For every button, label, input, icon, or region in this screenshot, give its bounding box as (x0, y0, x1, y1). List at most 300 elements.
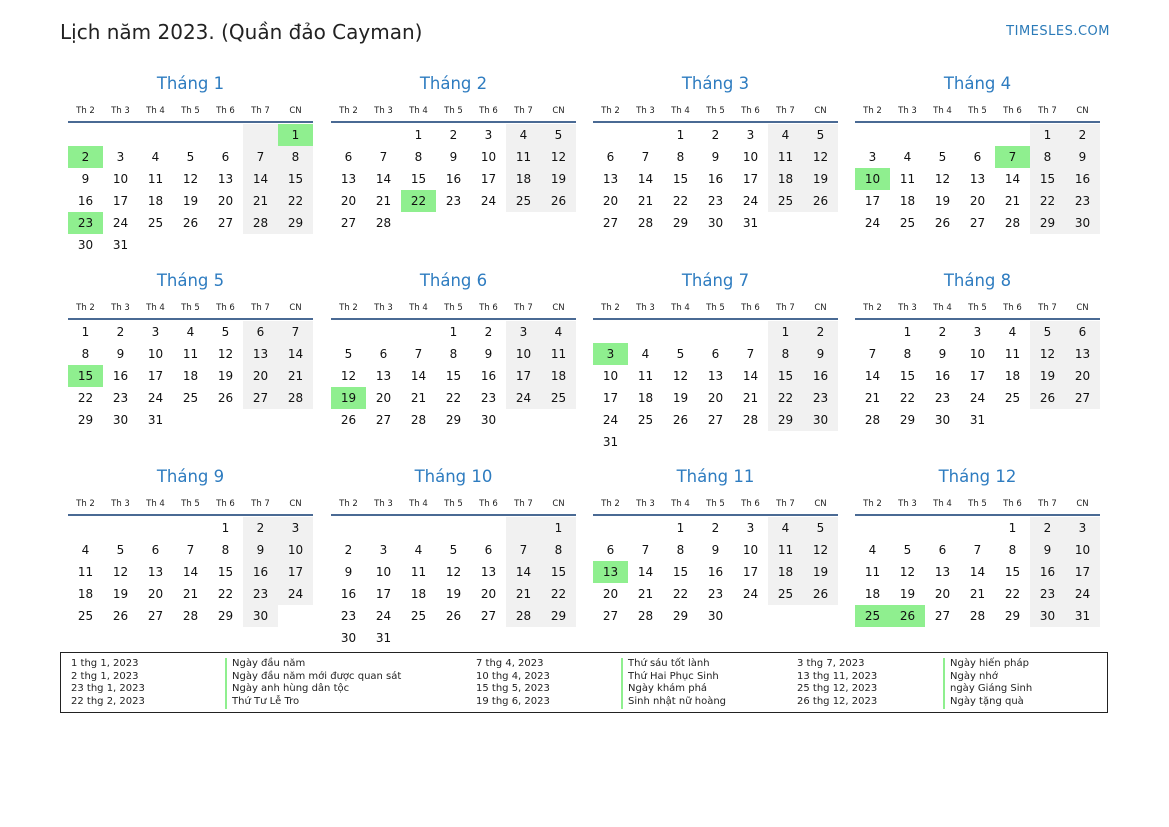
weekday-label: CN (552, 303, 565, 313)
day-cell: 26 (803, 190, 838, 212)
day-cell: 3 (868, 150, 877, 164)
day-cell: 12 (340, 369, 357, 383)
day-cell: 16 (243, 561, 278, 583)
empty-cell (68, 517, 103, 539)
weekday-header (68, 494, 313, 516)
day-cell: 28 (969, 609, 986, 623)
day-cell: 17 (742, 172, 759, 186)
legend-date: 15 thg 5, 2023 (476, 683, 550, 695)
empty-cell (366, 517, 401, 539)
month-name: Tháng 3 (681, 74, 750, 93)
weekday-label: Th 7 (251, 106, 270, 116)
day-cell: 29 (768, 409, 803, 431)
day-cell: 12 (672, 369, 689, 383)
month-name: Tháng 1 (156, 74, 225, 93)
month-name: Tháng 5 (156, 271, 225, 290)
weekday-label: Th 2 (863, 499, 882, 509)
day-cell: 26 (217, 391, 234, 405)
day-cell: 3 (973, 325, 982, 339)
day-cell: 2 (711, 128, 720, 142)
day-cell: 28 (637, 216, 654, 230)
empty-cell (855, 124, 890, 146)
day-cell: 27 (602, 216, 619, 230)
month-2 (331, 73, 576, 234)
day-cell: 21 (969, 587, 986, 601)
day-cell: 2 (1065, 124, 1100, 146)
weekday-label: CN (552, 106, 565, 116)
empty-cell (243, 124, 278, 146)
month-7 (593, 270, 838, 453)
day-cell: 25 (768, 190, 803, 212)
day-cell: 8 (903, 347, 912, 361)
day-cell: 12 (182, 172, 199, 186)
day-cell: 26 (672, 413, 689, 427)
day-cell: 19 (672, 391, 689, 405)
empty-cell (401, 517, 436, 539)
day-cell: 5 (676, 347, 685, 361)
day-cell: 7 (414, 347, 423, 361)
day-cell: 15 (768, 365, 803, 387)
weekday-label: CN (552, 499, 565, 509)
day-cell: 14 (1004, 172, 1021, 186)
day-cell: 19 (803, 168, 838, 190)
weekday-label: Th 3 (111, 303, 130, 313)
legend-holiday-name: Ngày tặng quà (943, 696, 1032, 709)
day-cell: 18 (637, 391, 654, 405)
day-cell: 11 (768, 539, 803, 561)
day-cell: 31 (969, 413, 986, 427)
weekday-label: Th 5 (444, 106, 463, 116)
weekday-label: Th 3 (898, 106, 917, 116)
empty-cell (331, 517, 366, 539)
day-cell: 17 (506, 365, 541, 387)
day-cell: 28 (182, 609, 199, 623)
day-cell: 29 (899, 413, 916, 427)
legend-names-column (621, 658, 726, 709)
day-cell: 5 (221, 325, 230, 339)
day-cell: 16 (445, 172, 462, 186)
weekday-header (855, 494, 1100, 516)
weekday-label: Th 6 (1003, 106, 1022, 116)
day-cell: 20 (480, 587, 497, 601)
day-cell: 16 (480, 369, 497, 383)
weekday-label: Th 4 (933, 106, 952, 116)
weekday-label: Th 5 (181, 106, 200, 116)
weekday-label: Th 2 (76, 499, 95, 509)
day-cell: 20 (243, 365, 278, 387)
empty-cell (138, 517, 173, 539)
weekday-label: Th 5 (968, 303, 987, 313)
day-cell: 12 (934, 172, 951, 186)
site-logo-link[interactable]: TIMESLES.COM (1006, 24, 1110, 39)
day-cell: 16 (77, 194, 94, 208)
day-cell: 15 (672, 172, 689, 186)
day-cell: 14 (243, 168, 278, 190)
day-cell: 29 (1030, 212, 1065, 234)
day-cell: 11 (899, 172, 916, 186)
day-cell: 2 (711, 521, 720, 535)
day-grid (331, 321, 576, 431)
day-cell: 14 (375, 172, 392, 186)
holiday-day-cell: 23 (68, 212, 103, 234)
day-cell: 8 (768, 343, 803, 365)
empty-cell (890, 124, 925, 146)
weekday-label: Th 7 (251, 303, 270, 313)
weekday-label: Th 7 (776, 106, 795, 116)
empty-cell (995, 124, 1030, 146)
day-cell: 6 (973, 150, 982, 164)
day-cell: 1 (676, 128, 685, 142)
day-cell: 24 (480, 194, 497, 208)
empty-cell (331, 321, 366, 343)
day-cell: 31 (1065, 605, 1100, 627)
weekday-label: Th 4 (146, 499, 165, 509)
day-cell: 1 (1030, 124, 1065, 146)
holiday-day-cell: 2 (68, 146, 103, 168)
weekday-header (68, 101, 313, 123)
month-name: Tháng 6 (419, 271, 488, 290)
weekday-label: Th 7 (776, 499, 795, 509)
empty-cell (331, 124, 366, 146)
day-cell: 27 (147, 609, 164, 623)
day-cell: 29 (77, 413, 94, 427)
weekday-label: Th 3 (374, 106, 393, 116)
day-cell: 4 (768, 517, 803, 539)
day-cell: 3 (746, 128, 755, 142)
day-cell: 24 (506, 387, 541, 409)
legend-date: 7 thg 4, 2023 (476, 658, 544, 669)
day-cell: 11 (541, 343, 576, 365)
day-cell: 19 (541, 168, 576, 190)
weekday-label: Th 3 (111, 499, 130, 509)
month-name: Tháng 11 (676, 467, 755, 486)
weekday-label: Th 2 (601, 499, 620, 509)
day-cell: 4 (506, 124, 541, 146)
weekday-label: Th 3 (898, 303, 917, 313)
day-cell: 8 (676, 150, 685, 164)
day-cell: 19 (445, 587, 462, 601)
weekday-label: Th 6 (1003, 499, 1022, 509)
day-cell: 6 (344, 150, 353, 164)
day-cell: 1 (414, 128, 423, 142)
weekday-label: Th 2 (339, 303, 358, 313)
day-cell: 15 (410, 172, 427, 186)
day-cell: 1 (1008, 521, 1017, 535)
day-cell: 16 (803, 365, 838, 387)
weekday-label: Th 6 (479, 106, 498, 116)
empty-cell (628, 517, 663, 539)
day-cell: 1 (449, 325, 458, 339)
day-cell: 4 (414, 543, 423, 557)
day-cell: 12 (1030, 343, 1065, 365)
month-name: Tháng 12 (938, 467, 1017, 486)
weekday-label: CN (1076, 106, 1089, 116)
day-cell: 29 (1004, 609, 1021, 623)
day-cell: 28 (375, 216, 392, 230)
page-title: Lịch năm 2023. (Quần đảo Cayman) (60, 20, 423, 44)
day-cell: 15 (445, 369, 462, 383)
day-cell: 30 (480, 413, 497, 427)
legend-holiday-name: Ngày nhớ (943, 671, 1032, 684)
day-cell: 11 (1004, 347, 1021, 361)
day-cell: 14 (742, 369, 759, 383)
day-cell: 27 (480, 609, 497, 623)
day-cell: 11 (506, 146, 541, 168)
day-cell: 23 (112, 391, 129, 405)
day-cell: 12 (899, 565, 916, 579)
day-cell: 27 (969, 216, 986, 230)
day-cell: 25 (541, 387, 576, 409)
day-cell: 21 (410, 391, 427, 405)
weekday-label: Th 2 (601, 106, 620, 116)
day-cell: 5 (903, 543, 912, 557)
day-cell: 30 (1030, 605, 1065, 627)
day-cell: 26 (340, 413, 357, 427)
day-cell: 24 (742, 194, 759, 208)
day-cell: 18 (1004, 369, 1021, 383)
day-cell: 20 (969, 194, 986, 208)
day-cell: 21 (637, 194, 654, 208)
day-cell: 21 (182, 587, 199, 601)
day-cell: 7 (641, 543, 650, 557)
day-cell: 13 (480, 565, 497, 579)
day-cell: 20 (1065, 365, 1100, 387)
day-cell: 2 (449, 128, 458, 142)
day-grid (68, 124, 313, 256)
day-cell: 24 (864, 216, 881, 230)
day-cell: 11 (410, 565, 427, 579)
legend-holiday-name: Ngày khám phá (621, 683, 726, 696)
empty-cell (366, 321, 401, 343)
day-cell: 14 (182, 565, 199, 579)
day-cell: 24 (147, 391, 164, 405)
day-cell: 8 (81, 347, 90, 361)
weekday-label: Th 4 (409, 303, 428, 313)
day-cell: 9 (116, 347, 125, 361)
holiday-day-cell: 10 (855, 168, 890, 190)
day-cell: 4 (81, 543, 90, 557)
day-cell: 14 (506, 561, 541, 583)
day-cell: 7 (243, 146, 278, 168)
day-cell: 23 (707, 194, 724, 208)
day-cell: 10 (602, 369, 619, 383)
weekday-label: Th 4 (933, 303, 952, 313)
legend-date: 10 thg 4, 2023 (476, 670, 550, 682)
empty-cell (698, 321, 733, 343)
month-1 (68, 73, 313, 256)
day-cell: 27 (1065, 387, 1100, 409)
day-cell: 14 (410, 369, 427, 383)
day-cell: 12 (803, 539, 838, 561)
day-cell: 27 (340, 216, 357, 230)
day-cell: 17 (969, 369, 986, 383)
day-cell: 4 (768, 124, 803, 146)
legend-holiday-name: Thứ Hai Phục Sinh (621, 671, 726, 684)
day-cell: 5 (541, 124, 576, 146)
weekday-label: Th 4 (146, 303, 165, 313)
weekday-label: Th 3 (898, 499, 917, 509)
day-cell: 3 (278, 517, 313, 539)
day-cell: 22 (445, 391, 462, 405)
legend-date: 23 thg 1, 2023 (71, 683, 145, 695)
holiday-day-cell: 25 (855, 605, 890, 627)
day-grid (68, 517, 313, 627)
legend-holiday-name: Ngày đầu năm mới được quan sát (225, 671, 401, 684)
weekday-label: Th 6 (741, 106, 760, 116)
day-cell: 14 (637, 172, 654, 186)
day-cell: 27 (217, 216, 234, 230)
legend-holiday-name: Sinh nhật nữ hoàng (621, 696, 726, 709)
day-cell: 15 (541, 561, 576, 583)
day-cell: 15 (1004, 565, 1021, 579)
legend-date: 25 thg 12, 2023 (797, 683, 878, 695)
day-cell: 9 (711, 150, 720, 164)
day-cell: 28 (864, 413, 881, 427)
day-cell: 24 (1065, 583, 1100, 605)
weekday-label: Th 6 (216, 303, 235, 313)
day-cell: 30 (112, 413, 129, 427)
day-cell: 27 (243, 387, 278, 409)
legend-date: 19 thg 6, 2023 (476, 696, 550, 708)
day-cell: 7 (973, 543, 982, 557)
day-cell: 22 (77, 391, 94, 405)
day-cell: 15 (1030, 168, 1065, 190)
weekday-label: Th 5 (181, 303, 200, 313)
month-name: Tháng 2 (419, 74, 488, 93)
day-cell: 18 (768, 561, 803, 583)
weekday-label: Th 4 (671, 303, 690, 313)
day-cell: 10 (112, 172, 129, 186)
day-cell: 3 (484, 128, 493, 142)
month-12 (855, 466, 1100, 627)
month-name: Tháng 10 (414, 467, 493, 486)
day-cell: 24 (742, 587, 759, 601)
day-cell: 23 (1065, 190, 1100, 212)
day-cell: 22 (672, 194, 689, 208)
day-cell: 5 (938, 150, 947, 164)
day-cell: 17 (602, 391, 619, 405)
day-cell: 20 (707, 391, 724, 405)
day-cell: 31 (112, 238, 129, 252)
day-cell: 20 (375, 391, 392, 405)
weekday-label: Th 5 (706, 303, 725, 313)
legend-names-column (225, 658, 401, 709)
day-cell: 2 (116, 325, 125, 339)
empty-cell (103, 517, 138, 539)
day-cell: 8 (449, 347, 458, 361)
day-cell: 20 (934, 587, 951, 601)
legend-holiday-name: Thứ Tư Lễ Tro (225, 696, 401, 709)
day-cell: 13 (602, 172, 619, 186)
day-cell: 24 (602, 413, 619, 427)
empty-cell (855, 321, 890, 343)
day-cell: 17 (112, 194, 129, 208)
holiday-day-cell: 7 (995, 146, 1030, 168)
day-cell: 11 (864, 565, 881, 579)
day-cell: 11 (768, 146, 803, 168)
day-cell: 2 (803, 321, 838, 343)
day-cell: 17 (480, 172, 497, 186)
weekday-label: Th 7 (514, 106, 533, 116)
day-cell: 20 (602, 587, 619, 601)
empty-cell (628, 321, 663, 343)
day-cell: 26 (445, 609, 462, 623)
day-cell: 31 (602, 435, 619, 449)
day-cell: 25 (147, 216, 164, 230)
weekday-label: Th 4 (671, 106, 690, 116)
day-cell: 16 (1030, 561, 1065, 583)
day-cell: 27 (934, 609, 951, 623)
day-cell: 7 (506, 539, 541, 561)
weekday-label: Th 2 (863, 106, 882, 116)
month-name: Tháng 9 (156, 467, 225, 486)
day-cell: 23 (803, 387, 838, 409)
day-cell: 10 (506, 343, 541, 365)
weekday-header (593, 298, 838, 320)
day-cell: 13 (1065, 343, 1100, 365)
day-cell: 23 (243, 583, 278, 605)
day-cell: 18 (768, 168, 803, 190)
day-cell: 11 (637, 369, 654, 383)
empty-cell (593, 517, 628, 539)
day-cell: 3 (379, 543, 388, 557)
day-cell: 4 (541, 321, 576, 343)
legend-holiday-name: Ngày anh hùng dân tộc (225, 683, 401, 696)
day-cell: 13 (375, 369, 392, 383)
day-cell: 18 (410, 587, 427, 601)
empty-cell (925, 124, 960, 146)
day-cell: 6 (1065, 321, 1100, 343)
day-cell: 21 (278, 365, 313, 387)
day-cell: 26 (182, 216, 199, 230)
day-cell: 4 (186, 325, 195, 339)
day-cell: 9 (243, 539, 278, 561)
day-cell: 30 (934, 413, 951, 427)
day-cell: 2 (243, 517, 278, 539)
empty-cell (138, 124, 173, 146)
day-cell: 24 (375, 609, 392, 623)
day-cell: 17 (1065, 561, 1100, 583)
day-cell: 28 (278, 387, 313, 409)
weekday-label: Th 3 (111, 106, 130, 116)
day-cell: 4 (903, 150, 912, 164)
empty-cell (628, 124, 663, 146)
weekday-label: Th 6 (216, 499, 235, 509)
weekday-label: CN (289, 106, 302, 116)
empty-cell (103, 124, 138, 146)
weekday-label: CN (814, 106, 827, 116)
weekday-label: CN (289, 303, 302, 313)
day-cell: 28 (506, 605, 541, 627)
weekday-label: Th 5 (968, 106, 987, 116)
weekday-label: Th 2 (339, 106, 358, 116)
day-cell: 29 (672, 609, 689, 623)
day-cell: 21 (864, 391, 881, 405)
legend-date: 22 thg 2, 2023 (71, 696, 145, 708)
day-cell: 4 (641, 347, 650, 361)
day-cell: 27 (375, 413, 392, 427)
day-cell: 16 (340, 587, 357, 601)
day-cell: 5 (449, 543, 458, 557)
legend-holiday-name: Ngày đầu năm (225, 658, 401, 671)
day-cell: 7 (746, 347, 755, 361)
month-6 (331, 270, 576, 431)
day-cell: 13 (934, 565, 951, 579)
day-cell: 29 (445, 413, 462, 427)
day-cell: 21 (637, 587, 654, 601)
day-cell: 13 (340, 172, 357, 186)
day-cell: 10 (147, 347, 164, 361)
